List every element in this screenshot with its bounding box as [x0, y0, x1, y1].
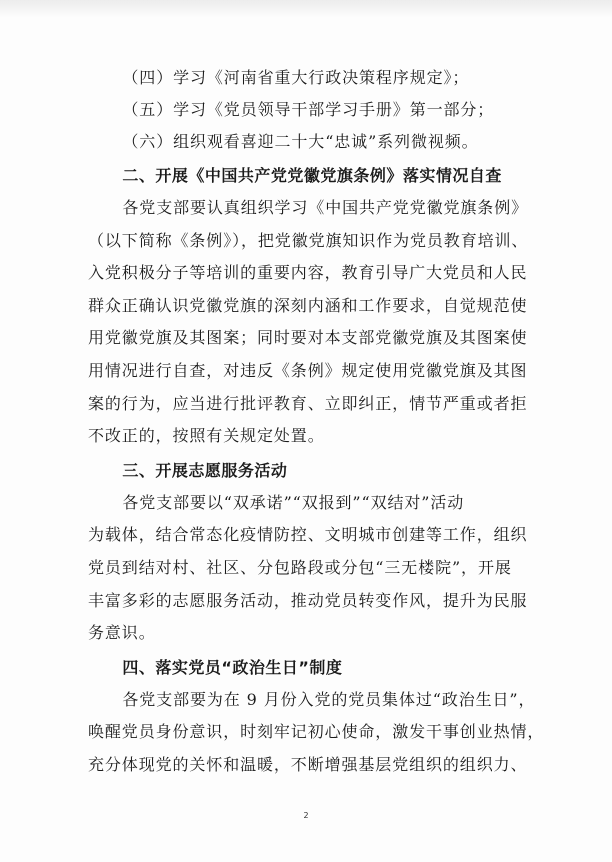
paragraph-line: 党员到结对村、社区、分包路段或分包“三无楼院”，开展 [88, 557, 512, 577]
paragraph-line: 各党支部要为在 9 月份入党的党员集体过“政治生日”， [122, 689, 536, 709]
paragraph-line: 不改正的，按照有关规定处置。 [88, 426, 325, 446]
paragraph-line: 用情况进行自查，对违反《条例》规定使用党徽党旗及其图 [88, 360, 528, 380]
list-item-5: （五）学习《党员领导干部学习手册》第一部分； [122, 100, 495, 119]
list-item-6: （六）组织观看喜迎二十大“忠诚”系列微视频。 [122, 132, 479, 151]
paragraph-line: 案的行为，应当进行批评教育、立即纠正，情节严重或者拒 [88, 393, 528, 413]
paragraph-line: 各党支部要认真组织学习《中国共产党党徽党旗条例》 [122, 198, 528, 217]
section-4-paragraph [88, 684, 545, 782]
section-2-paragraph [88, 192, 529, 453]
paragraph-line: 入党积极分子等培训的重要内容，教育引导广大党员和人民 [88, 263, 528, 283]
paragraph-line: 丰富多彩的志愿服务活动，推动党员转变作风，提升为民服 [88, 590, 528, 610]
section-heading-2: 二、开展《中国共产党党徽党旗条例》落实情况自查 [122, 166, 502, 185]
section-heading-3: 三、开展志愿服务活动 [122, 460, 288, 480]
paragraph-line: （以下简称《条例》），把党徽党旗知识作为党员教育培训、 [88, 230, 529, 250]
scan-edge-shadow [0, 0, 612, 18]
paragraph-line: 唤醒党员身份意识，时刻牢记初心使命，激发干事创业热情， [88, 722, 545, 742]
list-item-4: （四）学习《河南省重大行政决策程序规定》； [122, 68, 470, 87]
section-heading-4: 四、落实党员“政治生日”制度 [122, 657, 343, 677]
paragraph-line: 为载体，结合常态化疫情防控、文明城市创建等工作，组织 [88, 525, 528, 545]
paragraph-line: 各党支部要以“双承诺”“双报到”“双结对”活动 [122, 492, 465, 512]
page-number: 2 [303, 811, 309, 820]
paragraph-line: 群众正确认识党徽党旗的深刻内涵和工作要求，自觉规范使 [88, 295, 528, 315]
document-body [88, 62, 545, 782]
paragraph-line: 用党徽党旗及其图案；同时要对本支部党徽党旗及其图案使 [88, 328, 528, 348]
paragraph-line: 务意识。 [88, 623, 156, 643]
paragraph-line: 充分体现党的关怀和温暖，不断增强基层党组织的组织力、 [88, 754, 528, 774]
section-3-paragraph [88, 487, 528, 650]
